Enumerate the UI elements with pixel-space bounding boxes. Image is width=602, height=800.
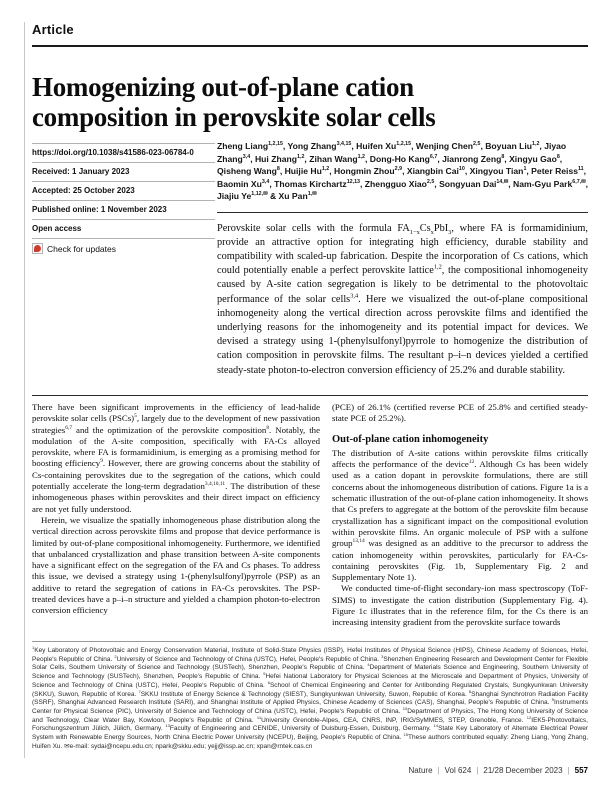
article-kicker: Article [32, 22, 74, 37]
metadata-panel [32, 143, 215, 259]
received-date: Received: 1 January 2023 [32, 162, 215, 181]
body-paragraph: Herein, we visualize the spatially inhomogeneous phase distribution along the vertical direction across perovskite films and propose that device performance is limited by out-of-plane compositional inhomogeneity. Furthermore, we identified that unbalanced crystallization and phase transition between A-site components have a significant effect on the segregation of the FA and Cs phases. To address this issue, we devised a strategy using 1-(phenylsulfonyl)pyrrole (PSP) as an additive to retard the segregation of cations in FA-Cs perovskites. The PSP-treated devices have a p–i–n structure and yielded a champion photon-to-electron conversion efficiency [32, 514, 320, 616]
doi-link[interactable]: https://doi.org/10.1038/s41586-023-06784-0 [32, 148, 194, 157]
author-abstract-block [217, 140, 588, 378]
footer-separator: | [437, 766, 440, 775]
abstract-text: Perovskite solar cells with the formula $FA_{1-x}Cs_xPbI_3$, where FA is formamidinium, provide an attractive option for integrating high efficiency, durable stability and compatibility with scaled-up fabrication. Despite the incorporation of Cs cations, which could potentially enable a perfect perovskite lattice$^{1,2}$, the compositional inhomogeneity caused by A-site cation segregation is likely to be detrimental to the photovoltaic performance of the solar cells$^{3,4}$. Here we visualized the out-of-plane compositional inhomogeneity along the vertical direction across perovskite films and identified the underlying reasons for the inhomogeneity and its potential impact for devices. We devised a strategy using 1-(phenylsulfonyl)pyrrole to homogenize the distribution of cation composition in perovskite films. The resultant p–i–n devices yielded a certified steady-state photon-to-electron conversion efficiency of 25.2% and durable stability. [217, 222, 588, 376]
page-footer [409, 766, 588, 775]
body-top-rule [32, 395, 588, 396]
footnote-divider [32, 641, 588, 642]
published-date: Published online: 1 November 2023 [32, 200, 215, 219]
section-heading: Out-of-plane cation inhomogeneity [332, 433, 489, 445]
main-text [32, 402, 588, 629]
body-paragraph-continuation: (PCE) of 26.1% (certified reverse PCE of 25.8% and certified steady-state PCE of 25.2%). [332, 402, 588, 424]
body-paragraph: There have been significant improvements in the efficiency of lead-halide perovskite solar cells (PSCs)$^5$, largely due to the development of new passivation strategies$^{6,7}$ and the optimization of the perovskite composition$^8$. Notably, the modulation of the A-site composition, specifically with FA-Cs alloyed perovskite, where FA is formamidinium, is emerging as a promising method for boosting efficiency$^9$. However, there are growing concerns about the stability of Cs-containing perovskites due to the segregation of the cations, which could potentially accelerate the long-term degradation$^{3,4,10,11}$. The distribution of these inhomogeneous phases within perovskites and their direct impact on efficiency are not yet fully understood. [32, 402, 320, 514]
footer-separator: | [476, 766, 479, 775]
right-column [332, 402, 588, 629]
journal-name: Nature [408, 766, 433, 775]
check-for-updates-button[interactable] [32, 238, 215, 259]
page-left-rule [24, 22, 25, 758]
open-access-label: Open access [32, 219, 215, 238]
header-rule [32, 45, 588, 47]
footer-separator: | [567, 766, 570, 775]
page-title: Homogenizing out-of-plane cation composition in perovskite solar cells [32, 72, 436, 133]
doi-row [32, 143, 215, 162]
check-for-updates-label: Check for updates [47, 243, 116, 254]
page-number: 557 [574, 766, 588, 775]
crossmark-icon [32, 243, 43, 254]
affiliations-footnotes: $^1$Key Laboratory of Photovoltaic and Energy Conservation Material, Institute of Solid-State Physics (ISSP), Hefei Institutes of Physical Science (HIPS), Chinese Academy of Sciences, Hefei, People's Republic of China. $^2$University of Science and Technology of China (USTC), Hefei, People's Republic of China. $^3$Shenzhen Engineering Research and Development Center for Flexible Solar Cells, Southern University of Science and Technology (SUSTech), Shenzhen, People's Republic of China. $^4$Department of Materials Science and Engineering, Southern University of Science and Technology (SUSTech), Shenzhen, People's Republic of China. $^5$Hefei National Laboratory for Physical Sciences at the Microscale and Department of Physics, University of Science and Technology of China (USTC), Hefei, People's Republic of China. $^6$School of Chemical Engineering and Center for Antibonding Regulated Crystals, Sungkyunkwan University (SKKU), Suwon, Republic of Korea. $^7$SKKU Institute of Energy Science & Technology (SIEST), Sungkyunkwan University, Suwon, Republic of Korea. $^8$Shanghai Synchrotron Radiation Facility (SSRF), Shanghai Advanced Research Institute (SARI), and Shanghai Institute of Applied Physics, Chinese Academy of Sciences (CAS), Shanghai, People's Republic of China. $^9$Instruments Center for Physical Science (PIC), University of Science and Technology of China (USTC), Hefei, People's Republic of China. $^{10}$Department of Physics, The Hong Kong University of Science and Technology, Clear Water Bay, Kowloon, People's Republic of China. $^{11}$University Grenoble-Alpes, CEA, CNRS, INP, IRIG/SyMMES, STEP, Grenoble, France. $^{12}$IEK5-Photovoltaics, Forschungszentrum Jülich, Jülich, Germany. $^{13}$Faculty of Engineering and CENIDE, University of Duisburg-Essen, Duisburg, Germany. $^{14}$State Key Laboratory of Alternate Electrical Power System with Renewable Energy Sources, North China Electric Power University (NCEPU), Beijing, People's Republic of China. $^{15}$These authors contributed equally: Zheng Liang, Yong Zhang, Huifen Xu. ✉e-mail: sydai@ncepu.edu.cn; npark@skku.edu; yejj@issp.ac.cn; xpan@rntek.cas.cn [32, 644, 589, 750]
left-column [32, 402, 320, 629]
volume-label: Vol 624 [444, 766, 472, 775]
body-paragraph: The distribution of A-site cations within perovskite films critically affects the performance of the device$^{12}$. Although Cs has been widely used as a cation dopant in perovskite formulations, there are still concerns about the inhomogeneous distribution of cations. Figure 1a is a schematic illustration of the out-of-plane cation inhomogeneity. It shows that Cs prefers to aggregate at the bottom of the perovskite film because crystallization has a significant impact on the compositional evolution within perovskite films. An organic molecule of PSP with a sulfone group$^{13,14}$ was designed as an additive to the precursor to address the cation inhomogeneity within perovskites, particularly for FA-Cs-containing perovskites (Fig. 1b, Supplementary Fig. 2 and Supplementary Note 1). [332, 447, 589, 583]
body-paragraph: We conducted time-of-flight secondary-ion mass spectroscopy (ToF-SIMS) to investigate the cation distribution (Supplementary Fig. 4). Figure 1c illustrates that in the reference film, for the Cs there is an increasing intensity gradient from the perovskite surface towards [332, 583, 588, 628]
authors-divider [217, 212, 588, 213]
issue-date: 21/28 December 2023 [483, 766, 563, 775]
author-list: Zheng Liang$^{1,2,15}$, Yong Zhang$^{3,4,15}$, Huifen Xu$^{1,2,15}$, Wenjing Chen$^{2,5}$, Boyuan Liu$^{1,2}$, Jiyao Zhang$^{3,4}$, Hui Zhang$^{1,2}$, Zihan Wang$^{1,2}$, Dong-Ho Kang$^{6,7}$, Jianrong Zeng$^8$, Xingyu Gao$^8$, Qisheng Wang$^8$, Huijie Hu$^{1,2}$, Hongmin Zhou$^{2,9}$, Xiangbin Cai$^{10}$, Xingyou Tian$^1$, Peter Reiss$^{11}$, Baomin Xu$^{3,4}$, Thomas Kirchartz$^{12,13}$, Zhengguo Xiao$^{2,5}$, Songyuan Dai$^{14,✉}$, Nam-Gyu Park$^{6,7,✉}$, Jiajiu $Ye^{1,12,✉}$ & Xu Pan$^{1,✉}$ [217, 141, 588, 201]
accepted-date: Accepted: 25 October 2023 [32, 181, 215, 200]
